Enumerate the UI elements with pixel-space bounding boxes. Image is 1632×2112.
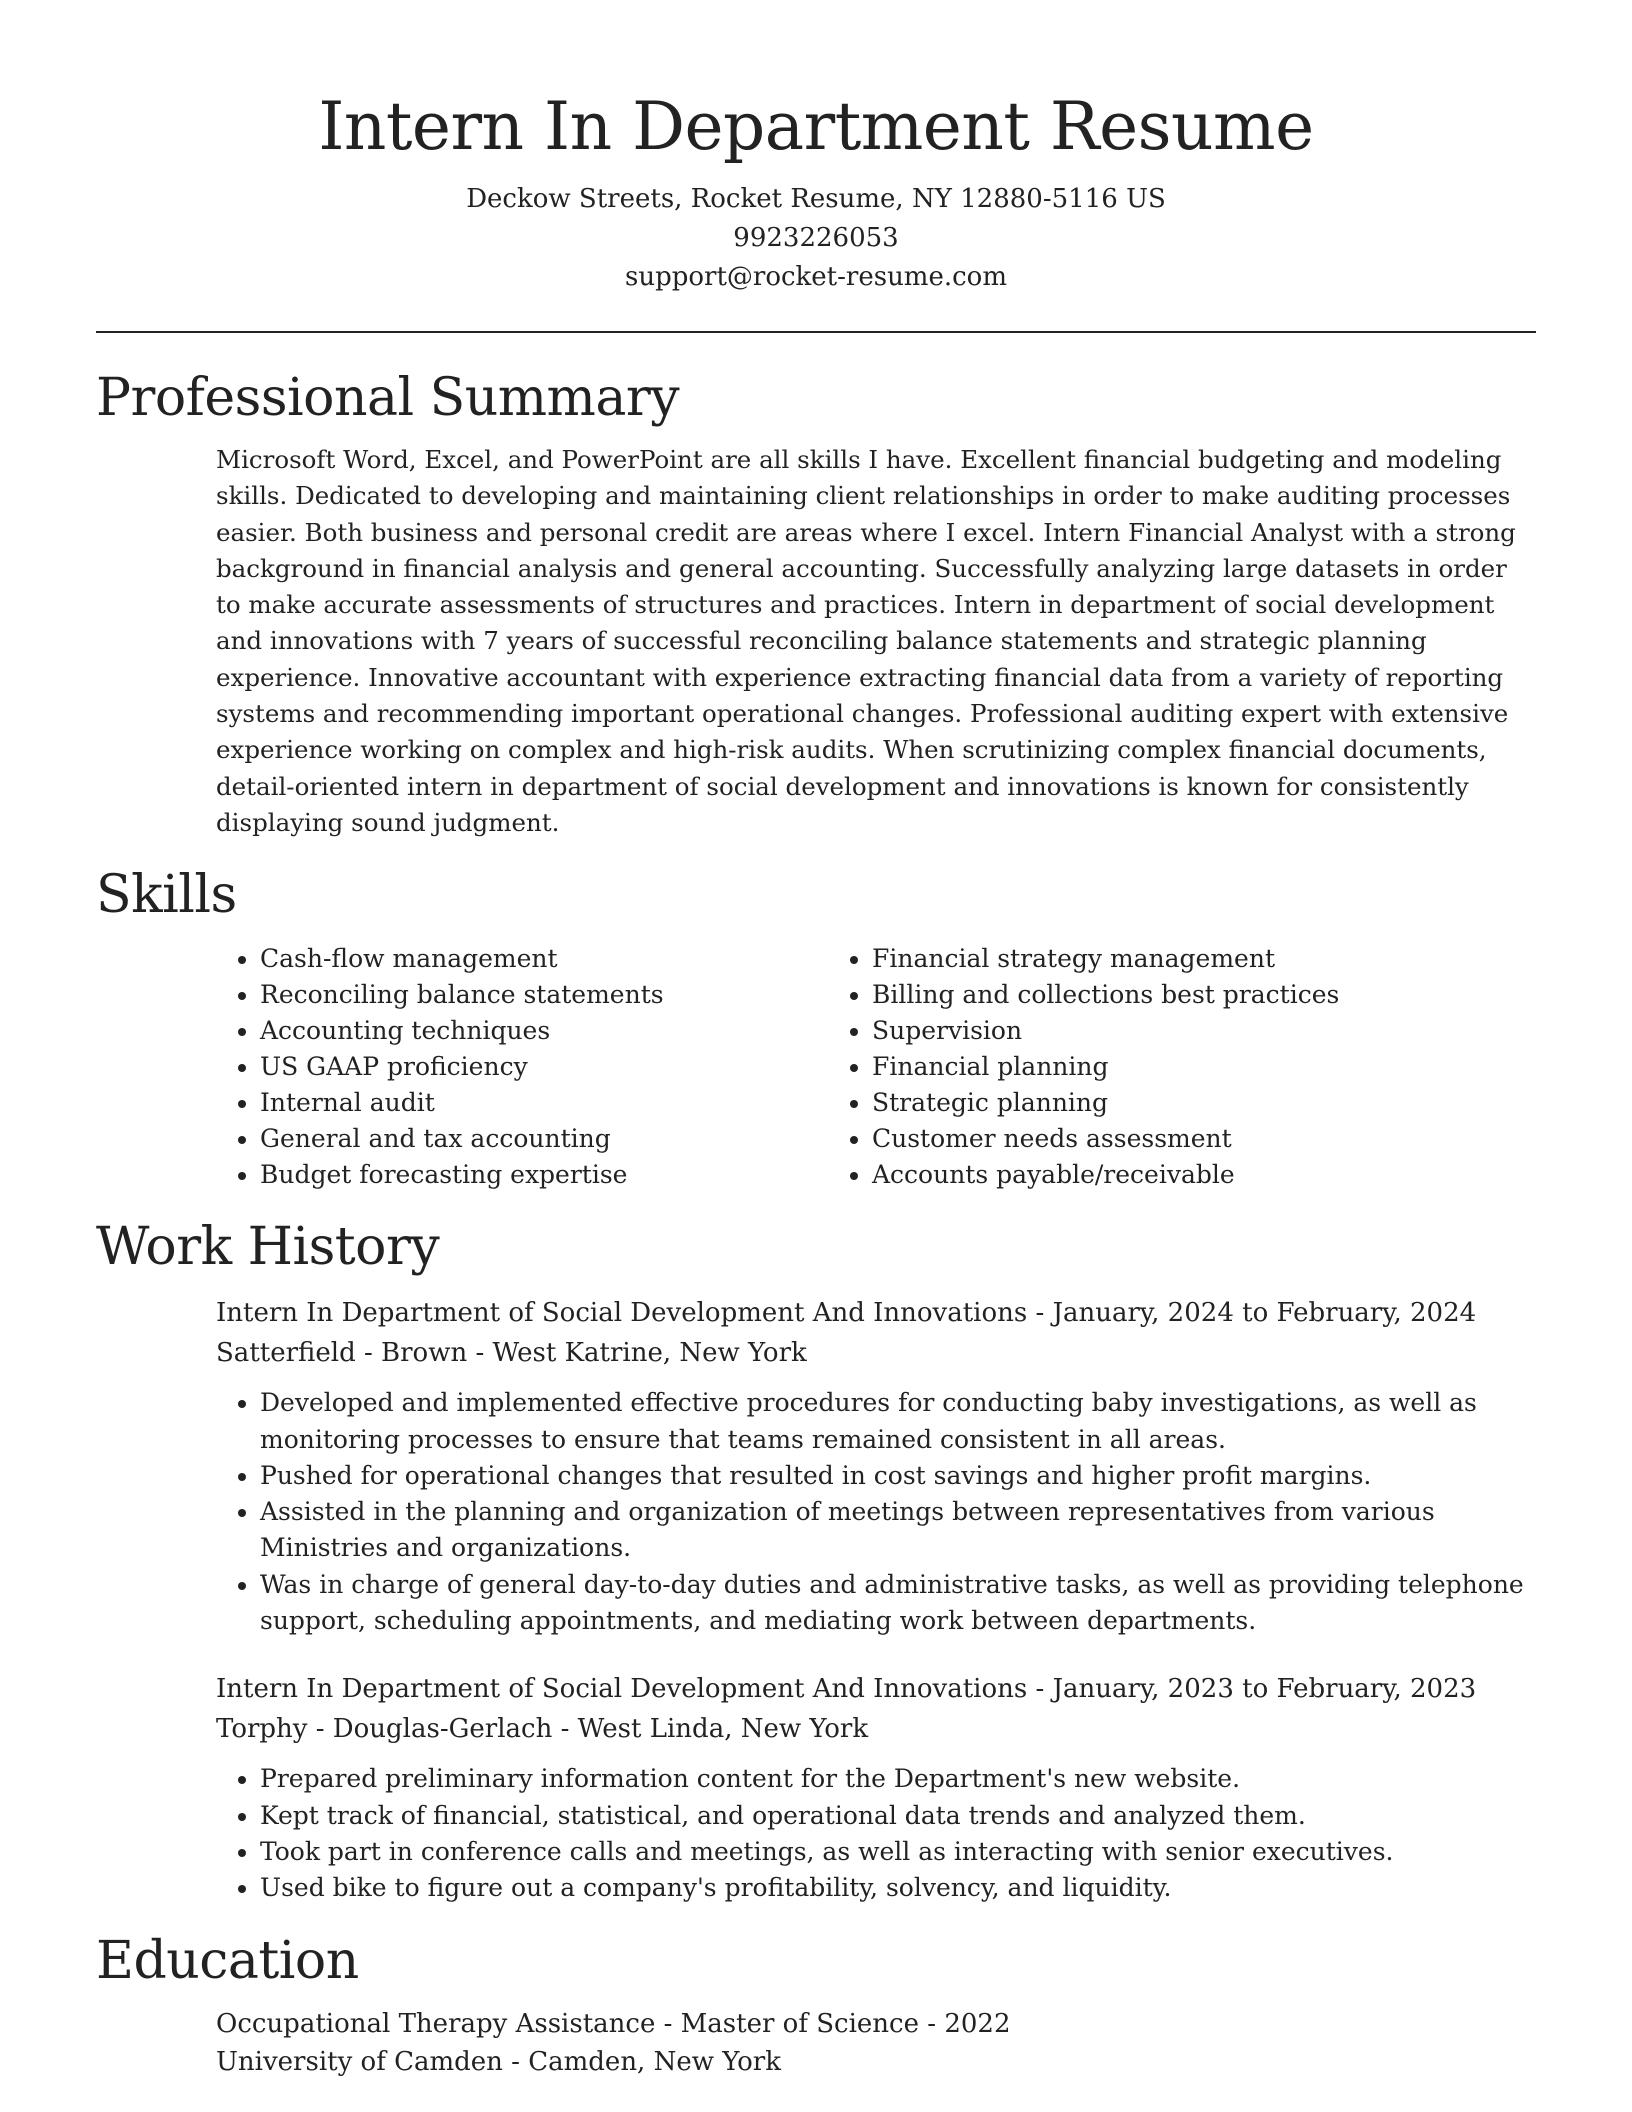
education-year: 2022: [944, 2008, 1011, 2039]
job-bullet: • Was in charge of general day-to-day duties and administrative tasks, as well as providing telephone support, scheduling appointments, and mediating work between departments.: [260, 1567, 1536, 1640]
job-entry: [96, 1293, 1536, 1373]
summary-heading: Professional Summary: [96, 368, 680, 428]
skill-item: • Accounts payable/receivable: [872, 1157, 1428, 1193]
skill-item: • Billing and collections best practices: [872, 977, 1428, 1013]
job-company-line: Torphy - Douglas-Gerlach - West Linda, New York: [216, 1714, 869, 1745]
education-degree-line: Occupational Therapy Assistance - Master of Science - 2022: [216, 2008, 1011, 2039]
job-bullets: [216, 1761, 1536, 1906]
job-bullet: • Prepared preliminary information content for the Department's new website.: [260, 1761, 1536, 1797]
job-location: West Katrine, New York: [492, 1338, 807, 1369]
contact-email: support@rocket-resume.com: [624, 262, 1007, 292]
job-company: Torphy - Douglas-Gerlach: [216, 1714, 553, 1745]
resume-page: [96, 0, 1536, 2081]
contact-address: Deckow Streets, Rocket Resume, NY 12880-5116 US: [466, 184, 1166, 214]
skill-item: • Financial planning: [872, 1049, 1428, 1085]
job-title-line: Intern In Department of Social Development And Innovations - January, 2024 to February, 2024: [216, 1298, 1477, 1329]
skill-item: • Strategic planning: [872, 1085, 1428, 1121]
job-bullet: • Took part in conference calls and meetings, as well as interacting with senior executives.: [260, 1834, 1536, 1870]
job-company-line: Satterfield - Brown - West Katrine, New York: [216, 1338, 807, 1369]
job-bullet: • Assisted in the planning and organization of meetings between representatives from various Ministries and organizations.: [260, 1494, 1536, 1567]
education-field: Occupational Therapy Assistance: [216, 2008, 656, 2039]
resume-title: Intern In Department Resume: [318, 88, 1314, 165]
skill-item: • General and tax accounting: [260, 1121, 822, 1157]
skills-heading: Skills: [96, 865, 237, 926]
work-heading: Work History: [96, 1217, 440, 1278]
skill-item: • Customer needs assessment: [872, 1121, 1428, 1157]
job-dates: January, 2023 to February, 2023: [1052, 1674, 1477, 1705]
education-section: [96, 1929, 1536, 2081]
summary-text: Microsoft Word, Excel, and PowerPoint are all skills I have. Excellent financial budgeting and modeling skills. Dedicated to developing and maintaining client relationships in order to make auditing processes easier. Both business and personal credit are areas where I excel. Intern Financial Analyst with a strong background in financial analysis and general accounting. Successfully analyzing large datasets in order to make accurate assessments of structures and practices. Intern in department of social development and innovations with 7 years of successful reconciling balance statements and strategic planning experience. Innovative accountant with experience extracting financial data from a variety of reporting systems and recommending important operational changes. Professional auditing expert with extensive experience working on complex and high-risk audits. When scrutinizing complex financial documents, detail-oriented intern in department of social development and innovations is known for consistently displaying sound judgment.: [216, 445, 1516, 837]
job-dates: January, 2024 to February, 2024: [1052, 1298, 1477, 1329]
skills-section: [96, 863, 1536, 1193]
work-section: [96, 1215, 1536, 1906]
education-heading: Education: [96, 1930, 359, 1991]
job-company: Satterfield - Brown: [216, 1338, 468, 1369]
skill-item: • Budget forecasting expertise: [260, 1157, 822, 1193]
education-school: University of Camden: [216, 2046, 503, 2077]
education-location: Camden, New York: [528, 2046, 781, 2077]
skill-item: • US GAAP proficiency: [260, 1049, 822, 1085]
contact-phone: 9923226053: [733, 223, 899, 253]
skill-item: • Accounting techniques: [260, 1013, 822, 1049]
skill-item: • Internal audit: [260, 1085, 822, 1121]
job-entry: [96, 1669, 1536, 1749]
job-role: Intern In Department of Social Development And Innovations: [216, 1298, 1028, 1329]
skill-item: • Financial strategy management: [872, 941, 1428, 977]
education-school-line: University of Camden - Camden, New York: [216, 2046, 781, 2077]
job-bullet: • Used bike to figure out a company's profitability, solvency, and liquidity.: [260, 1870, 1536, 1906]
header-divider: [96, 331, 1536, 333]
skills-list-left: [216, 941, 822, 1193]
contact-block: [96, 180, 1536, 297]
job-role: Intern In Department of Social Development And Innovations: [216, 1674, 1028, 1705]
skill-item: • Cash-flow management: [260, 941, 822, 977]
skill-item: • Reconciling balance statements: [260, 977, 822, 1013]
job-bullet: • Kept track of financial, statistical, and operational data trends and analyzed them.: [260, 1798, 1536, 1834]
education-degree: Master of Science: [680, 2008, 919, 2039]
skills-list-right: [822, 941, 1428, 1193]
job-bullet: • Pushed for operational changes that resulted in cost savings and higher profit margins.: [260, 1458, 1536, 1494]
education-entry: [96, 2005, 1536, 2081]
job-title-line: Intern In Department of Social Development And Innovations - January, 2023 to February, 2023: [216, 1674, 1477, 1705]
skill-item: • Supervision: [872, 1013, 1428, 1049]
summary-section: [96, 366, 1536, 841]
job-bullet: • Developed and implemented effective procedures for conducting baby investigations, as well as monitoring processes to ensure that teams remained consistent in all areas.: [260, 1385, 1536, 1458]
job-location: West Linda, New York: [577, 1714, 869, 1745]
job-bullets: [216, 1385, 1536, 1639]
resume-header: [96, 0, 1536, 297]
skills-grid: [96, 941, 1536, 1193]
